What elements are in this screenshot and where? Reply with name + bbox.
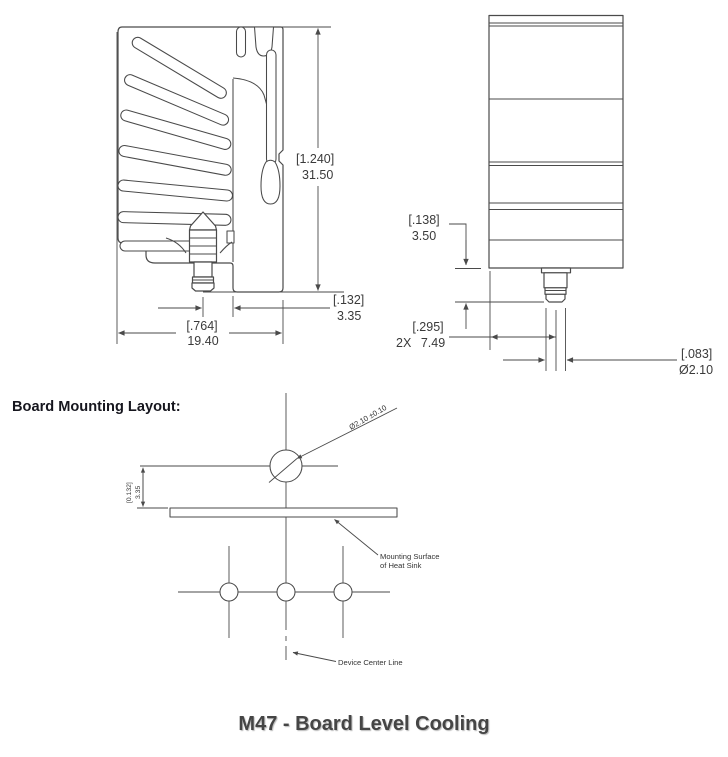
pin-tip [546, 294, 565, 302]
pin-band [545, 288, 566, 295]
pin-body [544, 273, 567, 288]
trunk-notch [227, 231, 234, 243]
device-centerline-label: Device Center Line [338, 658, 403, 667]
dim-offset-mm: 3.35 [135, 485, 142, 499]
dim-standoff-in: [.138] [408, 213, 440, 227]
surface-label-line2: of Heat Sink [380, 561, 422, 570]
lead-hole [277, 583, 295, 601]
pin-flange [542, 268, 571, 273]
board-layout-heading: Board Mounting Layout: [12, 399, 181, 415]
dim-pin-dia-in: [.083] [681, 347, 713, 361]
dim-pin-offset-mm: 7.49 [420, 336, 446, 350]
dim-offset-in: [0.132] [126, 482, 133, 503]
surface-label-line1: Mounting Surface [380, 552, 440, 561]
page-title: M47 - Board Level Cooling [238, 713, 490, 735]
centerline-leader [293, 653, 336, 662]
mounting-surface-bar [170, 508, 397, 517]
dim-pin-offset-qty: 2X [396, 336, 412, 350]
push-pin-side [190, 212, 217, 291]
fin-slot [118, 212, 231, 226]
dim-standoff-mm: 3.50 [411, 229, 437, 243]
pin-foot [192, 283, 214, 291]
lead-hole [220, 583, 238, 601]
heatsink-front-view [396, 16, 713, 378]
fin-slot [120, 241, 198, 251]
dim-width-mm: 19.40 [187, 334, 219, 348]
hole-dia-callout: Ø2.10 ±0.10 [347, 403, 389, 432]
standoff-dim-hook [449, 224, 466, 263]
dim-width-in: [.764] [186, 319, 218, 333]
push-pin-front [542, 268, 571, 302]
dim-pin-inset-mm: 3.35 [337, 309, 362, 323]
dim-height-in: [1.240] [296, 152, 335, 166]
heatsink-side-view [117, 27, 364, 348]
lead-holes [178, 546, 390, 638]
board-mounting-layout [12, 393, 440, 667]
hole-leader-line [297, 408, 397, 459]
surface-leader-line [335, 520, 379, 556]
dim-pin-offset-in: [.295] [412, 320, 444, 334]
channel-teardrop [261, 160, 280, 204]
top-slot [237, 27, 246, 57]
dim-pin-dia-mm: Ø2.10 [679, 363, 714, 377]
dim-pin-inset-in: [.132] [333, 293, 365, 307]
front-body [489, 16, 623, 269]
lead-hole [334, 583, 352, 601]
pin-neck [194, 262, 212, 277]
channel-slot [267, 50, 277, 164]
dim-height-mm: 31.50 [302, 168, 334, 182]
